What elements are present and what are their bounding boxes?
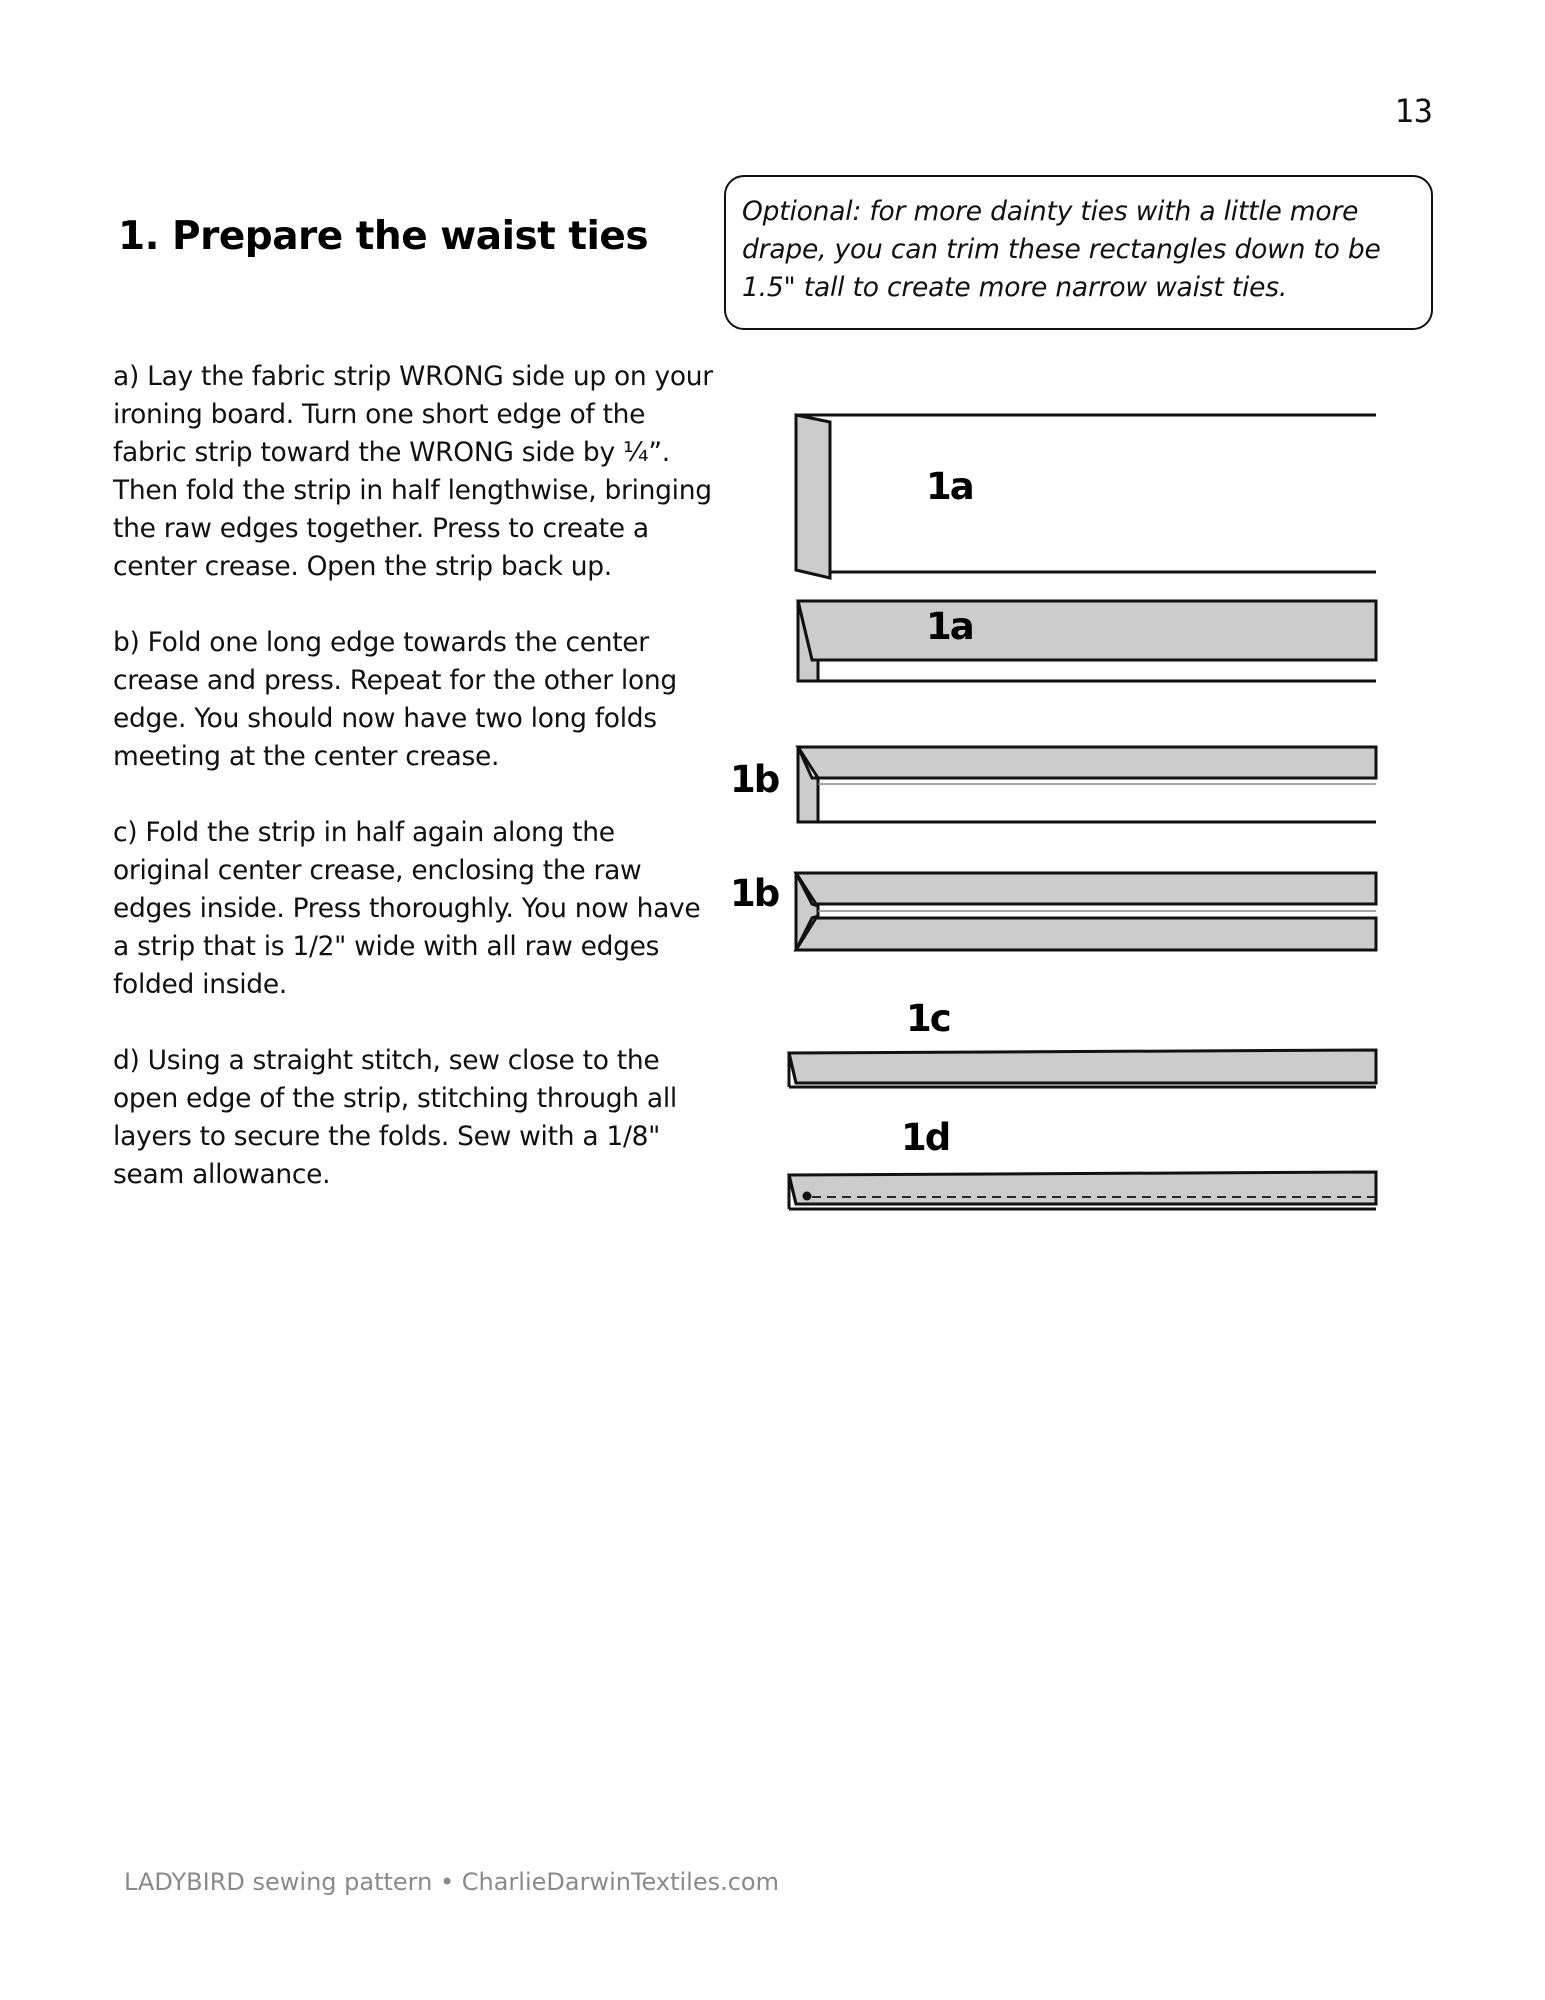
folding-illustration (700, 380, 1400, 1240)
section-title: 1. Prepare the waist ties (118, 214, 649, 259)
fig-label-1a-folded: 1a (926, 605, 973, 648)
step-b: b) Fold one long edge towards the center crease and press. Repeat for the other long edge. You should now have two long folds meeting at the center crease. (113, 627, 677, 772)
fig-label-1b-both-edges: 1b (730, 872, 779, 915)
fig-1a-open-strip (796, 415, 1376, 578)
step-c: c) Fold the strip in half again along the original center crease, enclosing the raw edges inside. Press thoroughly. You now have a strip that is 1/2" wide with all raw edges folded inside. (113, 817, 701, 1000)
fig-label-1b-one-edge: 1b (730, 758, 779, 801)
fig-1b-one-edge-folded (798, 747, 1376, 822)
fig-1b-both-edges-folded (796, 873, 1376, 950)
instruction-steps (113, 358, 713, 1232)
fig-label-1a-open: 1a (926, 465, 973, 508)
fig-1c-folded-strip (789, 1050, 1376, 1087)
page-number: 13 (1394, 92, 1433, 130)
step-a: a) Lay the fabric strip WRONG side up on your ironing board. Turn one short edge of the fabric strip toward the WRONG side by ¼”. Then fold the strip in half lengthwise, bringing the raw edges together. Press to create a center crease. Open the strip back up. (113, 361, 713, 582)
page-footer: LADYBIRD sewing pattern • CharlieDarwinTextiles.com (124, 1868, 779, 1896)
fig-1a-folded-strip (798, 601, 1376, 681)
folding-diagram (700, 380, 1400, 1240)
callout-text: Optional: for more dainty ties with a little more drape, you can trim these rectangles down to be 1.5" tall to create more narrow waist ties. (742, 196, 1381, 303)
fig-1d-stitched-strip (789, 1172, 1376, 1209)
step-d: d) Using a straight stitch, sew close to the open edge of the strip, stitching through all layers to secure the folds. Sew with a 1/8" seam allowance. (113, 1045, 677, 1190)
fig-label-1c: 1c (906, 997, 950, 1040)
optional-tip-callout (724, 175, 1433, 330)
stitch-start-dot (803, 1192, 812, 1201)
fig-label-1d: 1d (901, 1116, 950, 1159)
